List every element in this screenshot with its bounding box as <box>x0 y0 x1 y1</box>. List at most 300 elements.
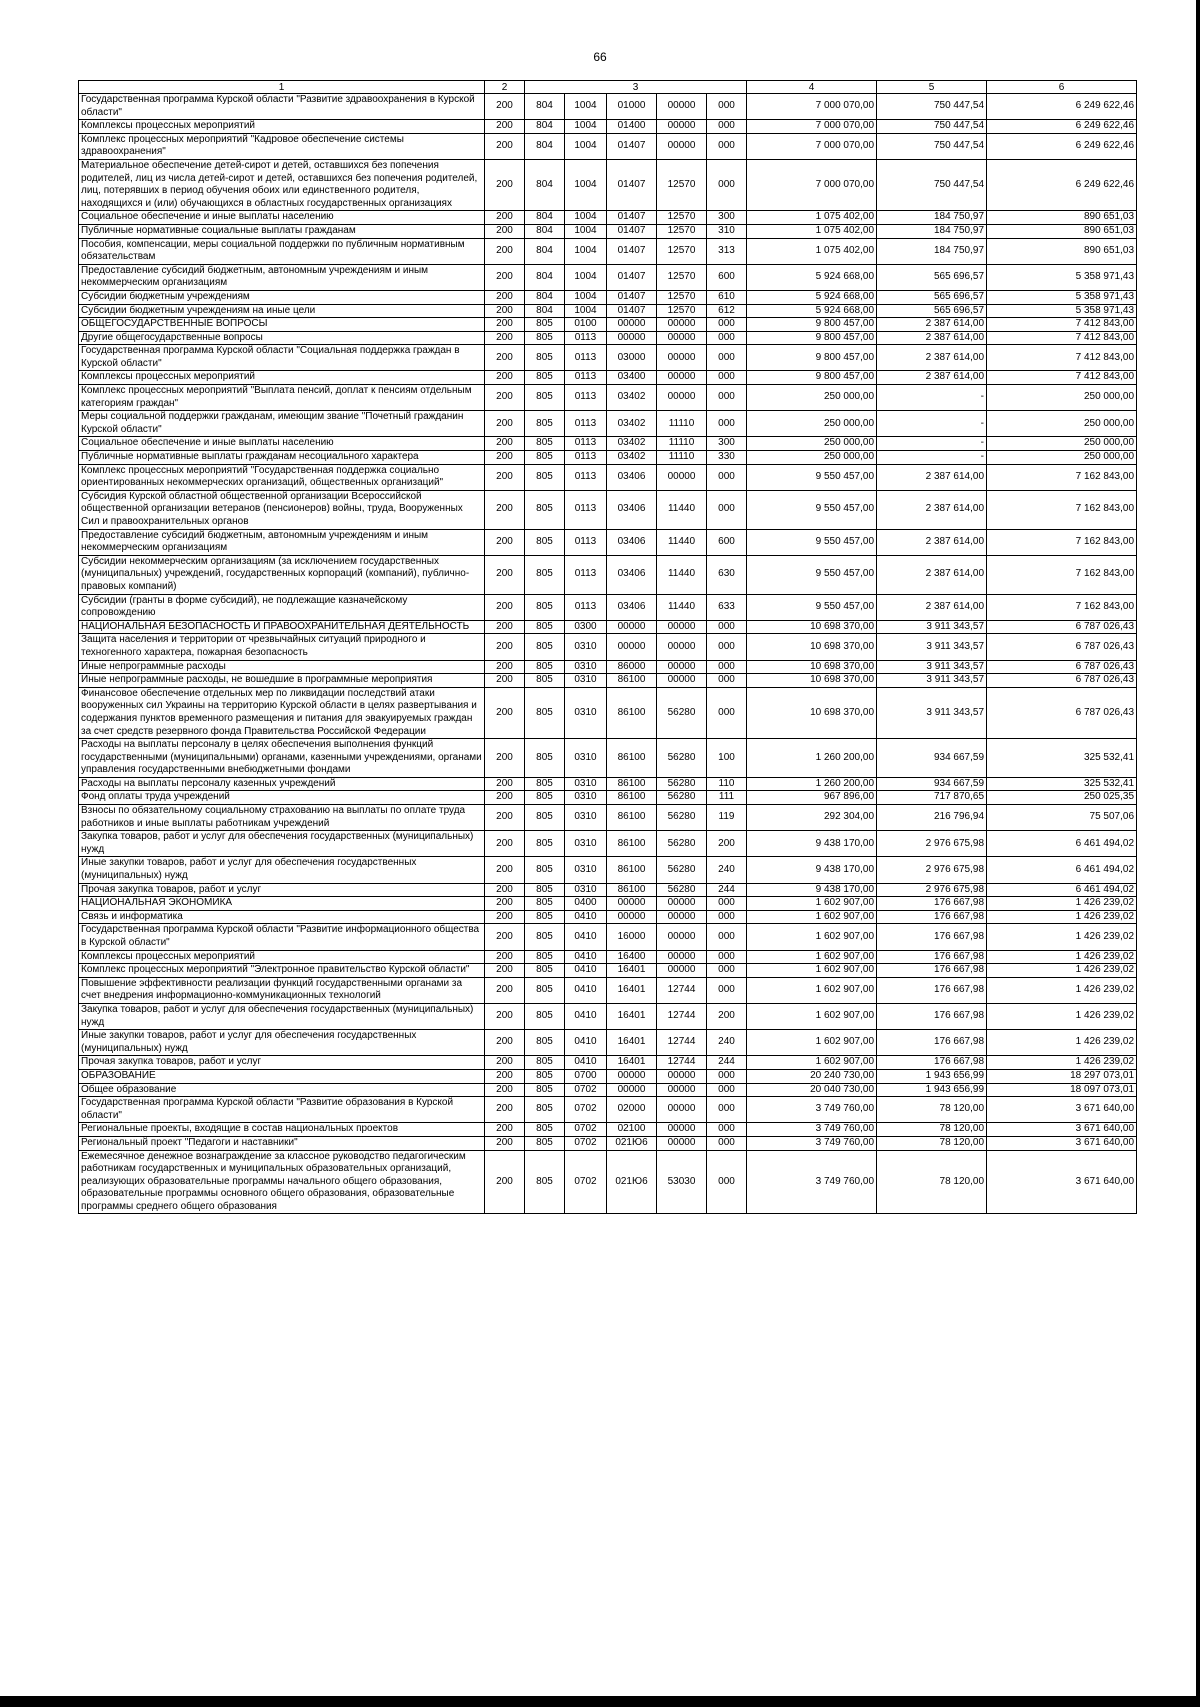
ministry-code: 804 <box>525 120 565 134</box>
ministry-code: 804 <box>525 304 565 318</box>
executed-amount: 934 667,59 <box>877 777 987 791</box>
direction-code: 11110 <box>657 451 707 465</box>
remaining-amount: 1 426 239,02 <box>987 1003 1137 1029</box>
remaining-amount: 18 297 073,01 <box>987 1069 1137 1083</box>
table-row <box>79 660 1137 674</box>
section-code: 0113 <box>565 529 607 555</box>
item-name: Расходы на выплаты персоналу в целях обеспечения выполнения функций государственными (муниципальными) органами, казенными учреждениями, органами управления государственными внебюджетными фондами <box>79 739 485 778</box>
ministry-code: 805 <box>525 620 565 634</box>
direction-code: 11440 <box>657 594 707 620</box>
program-code: 01400 <box>607 120 657 134</box>
executed-amount: 3 911 343,57 <box>877 634 987 660</box>
approved-amount: 250 000,00 <box>747 451 877 465</box>
expense-type-code: 000 <box>707 634 747 660</box>
approved-amount: 1 075 402,00 <box>747 224 877 238</box>
program-code: 00000 <box>607 1069 657 1083</box>
approved-amount: 9 800 457,00 <box>747 345 877 371</box>
program-code: 01407 <box>607 238 657 264</box>
approved-amount: 7 000 070,00 <box>747 94 877 120</box>
remaining-amount: 325 532,41 <box>987 739 1137 778</box>
item-name: НАЦИОНАЛЬНАЯ БЕЗОПАСНОСТЬ И ПРАВООХРАНИТЕЛЬНАЯ ДЕЯТЕЛЬНОСТЬ <box>79 620 485 634</box>
approved-amount: 9 800 457,00 <box>747 331 877 345</box>
program-code: 01407 <box>607 290 657 304</box>
ministry-code: 805 <box>525 883 565 897</box>
ministry-code: 804 <box>525 224 565 238</box>
expense-type-code: 111 <box>707 791 747 805</box>
ministry-code: 805 <box>525 318 565 332</box>
admin-code: 200 <box>485 1083 525 1097</box>
program-code: 86100 <box>607 674 657 688</box>
section-code: 0410 <box>565 1003 607 1029</box>
executed-amount: 78 120,00 <box>877 1123 987 1137</box>
executed-amount: 184 750,97 <box>877 238 987 264</box>
table-row <box>79 831 1137 857</box>
section-code: 0310 <box>565 660 607 674</box>
executed-amount: 565 696,57 <box>877 290 987 304</box>
table-row <box>79 529 1137 555</box>
section-code: 1004 <box>565 304 607 318</box>
remaining-amount: 325 532,41 <box>987 777 1137 791</box>
program-code: 03000 <box>607 345 657 371</box>
expense-type-code: 244 <box>707 1056 747 1070</box>
admin-code: 200 <box>485 345 525 371</box>
item-name: Меры социальной поддержки гражданам, имеющим звание "Почетный гражданин Курской области" <box>79 411 485 437</box>
expense-type-code: 300 <box>707 437 747 451</box>
admin-code: 200 <box>485 224 525 238</box>
section-code: 1004 <box>565 224 607 238</box>
program-code: 03402 <box>607 437 657 451</box>
direction-code: 00000 <box>657 897 707 911</box>
executed-amount: 176 667,98 <box>877 897 987 911</box>
remaining-amount: 6 787 026,43 <box>987 674 1137 688</box>
remaining-amount: 7 412 843,00 <box>987 345 1137 371</box>
admin-code: 200 <box>485 687 525 738</box>
table-row <box>79 964 1137 978</box>
direction-code: 00000 <box>657 910 707 924</box>
expense-type-code: 000 <box>707 345 747 371</box>
executed-amount: 2 387 614,00 <box>877 594 987 620</box>
section-code: 0113 <box>565 437 607 451</box>
expense-type-code: 240 <box>707 857 747 883</box>
executed-amount: 2 387 614,00 <box>877 490 987 529</box>
admin-code: 200 <box>485 1069 525 1083</box>
item-name: Субсидии бюджетным учреждениям <box>79 290 485 304</box>
item-name: ОБРАЗОВАНИЕ <box>79 1069 485 1083</box>
section-code: 1004 <box>565 133 607 159</box>
executed-amount: 176 667,98 <box>877 910 987 924</box>
item-name: Прочая закупка товаров, работ и услуг <box>79 883 485 897</box>
approved-amount: 10 698 370,00 <box>747 674 877 688</box>
approved-amount: 250 000,00 <box>747 437 877 451</box>
item-name: Повышение эффективности реализации функций государственными органами за счет внедрения информационно-коммуникационных технологий <box>79 977 485 1003</box>
table-row <box>79 211 1137 225</box>
admin-code: 200 <box>485 290 525 304</box>
program-code: 86100 <box>607 883 657 897</box>
admin-code: 200 <box>485 1150 525 1214</box>
remaining-amount: 250 000,00 <box>987 385 1137 411</box>
item-name: Связь и информатика <box>79 910 485 924</box>
approved-amount: 1 602 907,00 <box>747 1030 877 1056</box>
remaining-amount: 5 358 971,43 <box>987 264 1137 290</box>
admin-code: 200 <box>485 529 525 555</box>
section-code: 0310 <box>565 777 607 791</box>
approved-amount: 1 602 907,00 <box>747 977 877 1003</box>
section-code: 0113 <box>565 490 607 529</box>
program-code: 16401 <box>607 1003 657 1029</box>
remaining-amount: 6 787 026,43 <box>987 660 1137 674</box>
table-row <box>79 238 1137 264</box>
ministry-code: 805 <box>525 1150 565 1214</box>
approved-amount: 9 550 457,00 <box>747 464 877 490</box>
ministry-code: 805 <box>525 1003 565 1029</box>
program-code: 00000 <box>607 318 657 332</box>
section-code: 0410 <box>565 1030 607 1056</box>
table-row <box>79 555 1137 594</box>
approved-amount: 1 260 200,00 <box>747 777 877 791</box>
expense-type-code: 000 <box>707 318 747 332</box>
direction-code: 12744 <box>657 1056 707 1070</box>
executed-amount: 2 976 675,98 <box>877 857 987 883</box>
program-code: 02000 <box>607 1097 657 1123</box>
item-name: Фонд оплаты труда учреждений <box>79 791 485 805</box>
item-name: Ежемесячное денежное вознаграждение за классное руководство педагогическим работникам государственных и муниципальных образовательных организаций, реализующих образовательные программы начального общего образования, образовательные программы основного общего образования, образовательные программы среднего общего образования <box>79 1150 485 1214</box>
table-row <box>79 224 1137 238</box>
section-code: 0310 <box>565 739 607 778</box>
approved-amount: 3 749 760,00 <box>747 1136 877 1150</box>
expense-type-code: 200 <box>707 831 747 857</box>
executed-amount: 176 667,98 <box>877 1003 987 1029</box>
executed-amount: 78 120,00 <box>877 1136 987 1150</box>
ministry-code: 805 <box>525 805 565 831</box>
executed-amount: 1 943 656,99 <box>877 1083 987 1097</box>
executed-amount: 750 447,54 <box>877 159 987 210</box>
ministry-code: 805 <box>525 1056 565 1070</box>
table-row <box>79 1056 1137 1070</box>
expense-type-code: 200 <box>707 1003 747 1029</box>
admin-code: 200 <box>485 857 525 883</box>
executed-amount: 176 667,98 <box>877 964 987 978</box>
table-row <box>79 897 1137 911</box>
direction-code: 53030 <box>657 1150 707 1214</box>
expense-type-code: 000 <box>707 620 747 634</box>
expense-type-code: 000 <box>707 371 747 385</box>
section-code: 0113 <box>565 331 607 345</box>
executed-amount: 184 750,97 <box>877 224 987 238</box>
executed-amount: - <box>877 437 987 451</box>
table-row <box>79 594 1137 620</box>
executed-amount: 2 976 675,98 <box>877 883 987 897</box>
table-row <box>79 94 1137 120</box>
ministry-code: 805 <box>525 1136 565 1150</box>
direction-code: 00000 <box>657 385 707 411</box>
item-name: Комплекс процессных мероприятий "Электронное правительство Курской области" <box>79 964 485 978</box>
ministry-code: 805 <box>525 385 565 411</box>
admin-code: 200 <box>485 385 525 411</box>
ministry-code: 805 <box>525 977 565 1003</box>
direction-code: 11440 <box>657 529 707 555</box>
expense-type-code: 612 <box>707 304 747 318</box>
executed-amount: - <box>877 385 987 411</box>
table-row <box>79 620 1137 634</box>
expense-type-code: 600 <box>707 529 747 555</box>
section-code: 0113 <box>565 345 607 371</box>
item-name: Комплексы процессных мероприятий <box>79 120 485 134</box>
approved-amount: 1 602 907,00 <box>747 924 877 950</box>
table-row <box>79 739 1137 778</box>
approved-amount: 3 749 760,00 <box>747 1123 877 1137</box>
section-code: 0113 <box>565 464 607 490</box>
item-name: ОБЩЕГОСУДАРСТВЕННЫЕ ВОПРОСЫ <box>79 318 485 332</box>
remaining-amount: 7 162 843,00 <box>987 490 1137 529</box>
section-code: 0702 <box>565 1123 607 1137</box>
direction-code: 12570 <box>657 211 707 225</box>
ministry-code: 805 <box>525 411 565 437</box>
section-code: 0310 <box>565 831 607 857</box>
expense-type-code: 000 <box>707 1150 747 1214</box>
program-code: 03406 <box>607 490 657 529</box>
section-code: 0410 <box>565 924 607 950</box>
expense-type-code: 000 <box>707 411 747 437</box>
direction-code: 00000 <box>657 331 707 345</box>
direction-code: 12570 <box>657 224 707 238</box>
program-code: 03406 <box>607 529 657 555</box>
ministry-code: 805 <box>525 437 565 451</box>
program-code: 16401 <box>607 964 657 978</box>
header-col-3: 3 <box>525 81 747 94</box>
scan-edge-bottom <box>0 1696 1200 1707</box>
table-row <box>79 977 1137 1003</box>
item-name: Региональные проекты, входящие в состав национальных проектов <box>79 1123 485 1137</box>
ministry-code: 805 <box>525 634 565 660</box>
expense-type-code: 000 <box>707 1123 747 1137</box>
approved-amount: 1 602 907,00 <box>747 964 877 978</box>
approved-amount: 292 304,00 <box>747 805 877 831</box>
remaining-amount: 7 162 843,00 <box>987 594 1137 620</box>
item-name: Государственная программа Курской области "Развитие образования в Курской области" <box>79 1097 485 1123</box>
table-row <box>79 120 1137 134</box>
direction-code: 12570 <box>657 290 707 304</box>
item-name: Субсидии бюджетным учреждениям на иные цели <box>79 304 485 318</box>
ministry-code: 805 <box>525 1123 565 1137</box>
section-code: 0310 <box>565 857 607 883</box>
table-row <box>79 345 1137 371</box>
table-row <box>79 133 1137 159</box>
approved-amount: 3 749 760,00 <box>747 1150 877 1214</box>
section-code: 0113 <box>565 555 607 594</box>
admin-code: 200 <box>485 120 525 134</box>
ministry-code: 805 <box>525 674 565 688</box>
table-row <box>79 318 1137 332</box>
approved-amount: 967 896,00 <box>747 791 877 805</box>
executed-amount: 750 447,54 <box>877 120 987 134</box>
program-code: 03406 <box>607 594 657 620</box>
ministry-code: 805 <box>525 910 565 924</box>
section-code: 0702 <box>565 1136 607 1150</box>
admin-code: 200 <box>485 620 525 634</box>
program-code: 86000 <box>607 660 657 674</box>
admin-code: 200 <box>485 555 525 594</box>
item-name: Субсидии некоммерческим организациям (за исключением государственных (муниципальных) учреждений, государственных корпораций (компаний), публично-правовых компаний) <box>79 555 485 594</box>
remaining-amount: 1 426 239,02 <box>987 964 1137 978</box>
table-row <box>79 371 1137 385</box>
ministry-code: 805 <box>525 490 565 529</box>
header-col-6: 6 <box>987 81 1137 94</box>
item-name: Иные закупки товаров, работ и услуг для обеспечения государственных (муниципальных) нужд <box>79 857 485 883</box>
section-code: 0410 <box>565 1056 607 1070</box>
program-code: 16000 <box>607 924 657 950</box>
table-row <box>79 1003 1137 1029</box>
section-code: 0410 <box>565 910 607 924</box>
expense-type-code: 610 <box>707 290 747 304</box>
ministry-code: 804 <box>525 264 565 290</box>
expense-type-code: 000 <box>707 964 747 978</box>
approved-amount: 5 924 668,00 <box>747 290 877 304</box>
admin-code: 200 <box>485 211 525 225</box>
direction-code: 00000 <box>657 1136 707 1150</box>
section-code: 1004 <box>565 94 607 120</box>
executed-amount: 3 911 343,57 <box>877 687 987 738</box>
ministry-code: 805 <box>525 831 565 857</box>
program-code: 01407 <box>607 304 657 318</box>
remaining-amount: 7 412 843,00 <box>987 318 1137 332</box>
remaining-amount: 5 358 971,43 <box>987 290 1137 304</box>
direction-code: 56280 <box>657 739 707 778</box>
ministry-code: 805 <box>525 345 565 371</box>
section-code: 1004 <box>565 120 607 134</box>
executed-amount: 2 387 614,00 <box>877 464 987 490</box>
expense-type-code: 000 <box>707 897 747 911</box>
header-col-2: 2 <box>485 81 525 94</box>
admin-code: 200 <box>485 964 525 978</box>
expense-type-code: 000 <box>707 910 747 924</box>
executed-amount: 565 696,57 <box>877 304 987 318</box>
section-code: 0100 <box>565 318 607 332</box>
direction-code: 00000 <box>657 1083 707 1097</box>
admin-code: 200 <box>485 238 525 264</box>
approved-amount: 9 550 457,00 <box>747 555 877 594</box>
executed-amount: 934 667,59 <box>877 739 987 778</box>
expense-type-code: 119 <box>707 805 747 831</box>
direction-code: 00000 <box>657 133 707 159</box>
approved-amount: 9 800 457,00 <box>747 371 877 385</box>
ministry-code: 805 <box>525 1030 565 1056</box>
program-code: 01407 <box>607 133 657 159</box>
remaining-amount: 3 671 640,00 <box>987 1097 1137 1123</box>
remaining-amount: 6 249 622,46 <box>987 133 1137 159</box>
executed-amount: 176 667,98 <box>877 924 987 950</box>
admin-code: 200 <box>485 924 525 950</box>
section-code: 0702 <box>565 1097 607 1123</box>
ministry-code: 804 <box>525 238 565 264</box>
ministry-code: 804 <box>525 211 565 225</box>
expense-type-code: 633 <box>707 594 747 620</box>
direction-code: 12744 <box>657 1030 707 1056</box>
table-row <box>79 857 1137 883</box>
admin-code: 200 <box>485 950 525 964</box>
executed-amount: 176 667,98 <box>877 950 987 964</box>
section-code: 0310 <box>565 674 607 688</box>
table-body <box>79 94 1137 1214</box>
section-code: 0113 <box>565 451 607 465</box>
approved-amount: 250 000,00 <box>747 385 877 411</box>
direction-code: 11440 <box>657 555 707 594</box>
executed-amount: 2 387 614,00 <box>877 529 987 555</box>
section-code: 1004 <box>565 238 607 264</box>
scan-edge-right <box>1196 0 1200 1707</box>
direction-code: 12570 <box>657 159 707 210</box>
program-code: 03402 <box>607 411 657 437</box>
expense-type-code: 000 <box>707 1136 747 1150</box>
executed-amount: 750 447,54 <box>877 133 987 159</box>
approved-amount: 5 924 668,00 <box>747 264 877 290</box>
table-row <box>79 451 1137 465</box>
approved-amount: 250 000,00 <box>747 411 877 437</box>
ministry-code: 805 <box>525 1069 565 1083</box>
item-name: Общее образование <box>79 1083 485 1097</box>
item-name: Государственная программа Курской области "Развитие информационного общества в Курской области" <box>79 924 485 950</box>
approved-amount: 1 602 907,00 <box>747 1003 877 1029</box>
program-code: 16401 <box>607 977 657 1003</box>
direction-code: 00000 <box>657 964 707 978</box>
item-name: Закупка товаров, работ и услуг для обеспечения государственных (муниципальных) нужд <box>79 1003 485 1029</box>
program-code: 00000 <box>607 1083 657 1097</box>
item-name: Предоставление субсидий бюджетным, автономным учреждениям и иным некоммерческим организациям <box>79 264 485 290</box>
direction-code: 00000 <box>657 345 707 371</box>
expense-type-code: 000 <box>707 385 747 411</box>
table-row <box>79 805 1137 831</box>
ministry-code: 805 <box>525 924 565 950</box>
ministry-code: 805 <box>525 660 565 674</box>
item-name: Региональный проект "Педагоги и наставники" <box>79 1136 485 1150</box>
executed-amount: 184 750,97 <box>877 211 987 225</box>
direction-code: 00000 <box>657 371 707 385</box>
executed-amount: 78 120,00 <box>877 1097 987 1123</box>
direction-code: 11110 <box>657 411 707 437</box>
item-name: Пособия, компенсации, меры социальной поддержки по публичным нормативным обязательствам <box>79 238 485 264</box>
ministry-code: 805 <box>525 451 565 465</box>
program-code: 03400 <box>607 371 657 385</box>
program-code: 86100 <box>607 805 657 831</box>
admin-code: 200 <box>485 411 525 437</box>
admin-code: 200 <box>485 910 525 924</box>
approved-amount: 9 550 457,00 <box>747 594 877 620</box>
program-code: 03406 <box>607 464 657 490</box>
table-row <box>79 1030 1137 1056</box>
program-code: 01407 <box>607 159 657 210</box>
program-code: 03402 <box>607 385 657 411</box>
executed-amount: 78 120,00 <box>877 1150 987 1214</box>
direction-code: 00000 <box>657 924 707 950</box>
table-row <box>79 687 1137 738</box>
table-row <box>79 331 1137 345</box>
program-code: 86100 <box>607 777 657 791</box>
admin-code: 200 <box>485 777 525 791</box>
ministry-code: 805 <box>525 791 565 805</box>
expense-type-code: 630 <box>707 555 747 594</box>
ministry-code: 805 <box>525 464 565 490</box>
direction-code: 56280 <box>657 857 707 883</box>
ministry-code: 804 <box>525 133 565 159</box>
remaining-amount: 6 461 494,02 <box>987 883 1137 897</box>
program-code: 86100 <box>607 791 657 805</box>
admin-code: 200 <box>485 331 525 345</box>
direction-code: 00000 <box>657 464 707 490</box>
expense-type-code: 000 <box>707 490 747 529</box>
direction-code: 00000 <box>657 1123 707 1137</box>
item-name: Комплексы процессных мероприятий <box>79 950 485 964</box>
admin-code: 200 <box>485 1097 525 1123</box>
header-col-1: 1 <box>79 81 485 94</box>
